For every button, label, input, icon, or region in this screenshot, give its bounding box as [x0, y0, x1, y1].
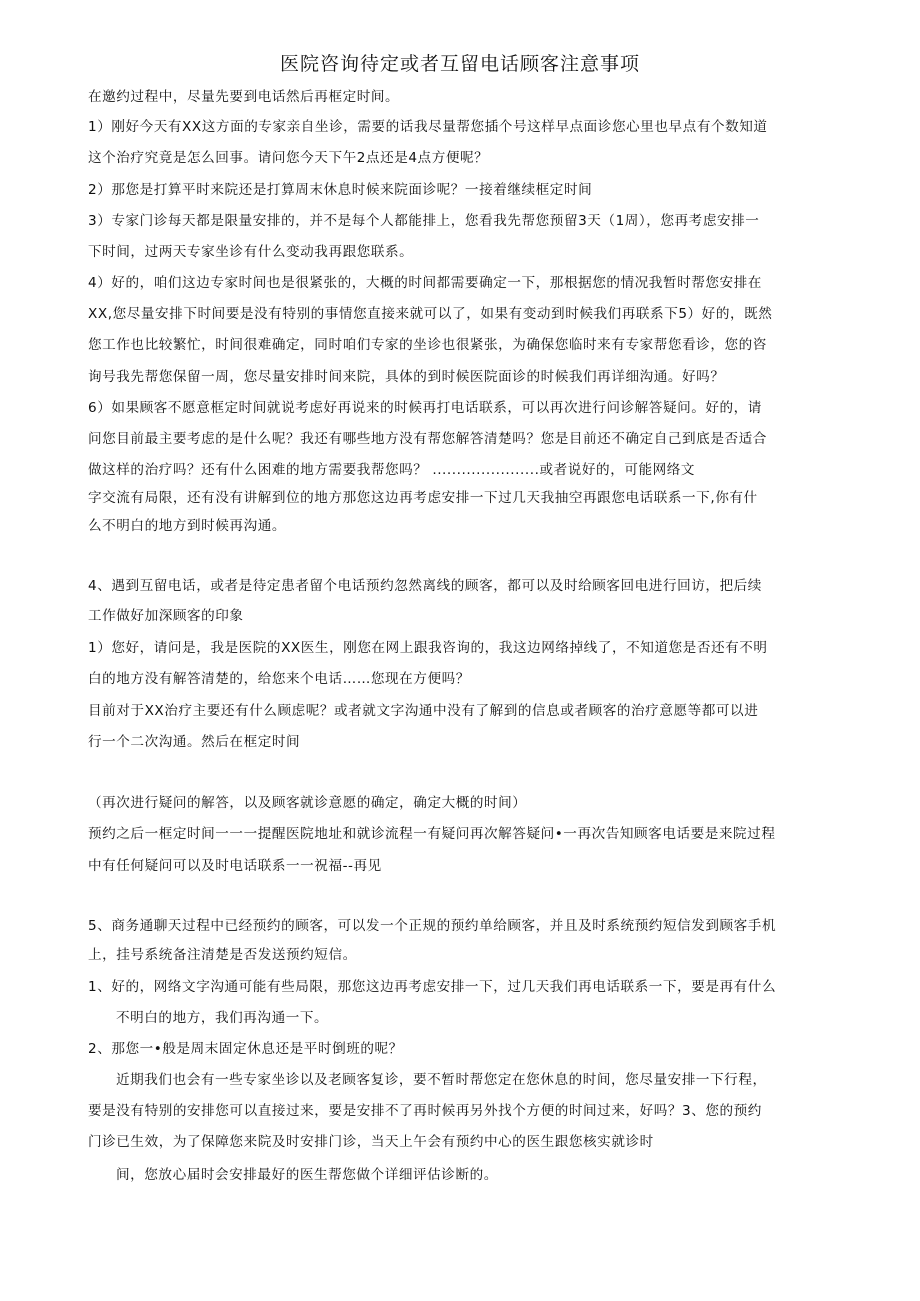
paragraph-line: 工作做好加深顾客的印象: [88, 608, 244, 624]
paragraph-line: 近期我们也会有一些专家坐诊以及老顾客复诊，要不暂时帮您定在您休息的时间，您尽量安排一下行程，: [116, 1072, 767, 1088]
paragraph-line: 字交流有局限，还有没有讲解到位的地方那您这边再考虑安排一下过几天我抽空再跟您电话联系一下,你有什: [88, 490, 758, 506]
paragraph-line: 4）好的，咱们这边专家时间也是很紧张的，大概的时间都需要确定一下，那根据您的情况我暂时帮您安排在: [88, 275, 762, 291]
paragraph-line: 行一个二次沟通。然后在框定时间: [88, 734, 301, 750]
paragraph-line: （再次进行疑问的解答，以及顾客就诊意愿的确定，确定大概的时间）: [88, 795, 527, 811]
paragraph-line: 不明白的地方，我们再沟通一下。: [116, 1010, 329, 1026]
paragraph-line: XX,您尽量安排下时间要是没有特别的事情您直接来就可以了，如果有变动到时候我们再联系下5）好的，既然: [88, 306, 773, 322]
section-heading: 4、遇到互留电话，或者是待定患者留个电话预约忽然离线的顾客，都可以及时给顾客回电进行回访，把后续: [88, 578, 762, 594]
paragraph-line: 么不明白的地方到时候再沟通。: [88, 518, 287, 534]
paragraph-line: 要是没有特别的安排您可以直接过来，要是安排不了再时候再另外找个方便的时间过来，好吗？3、您的预约: [88, 1103, 762, 1119]
list-item: 2、那您一•般是周末固定休息还是平时倒班的呢？: [88, 1041, 403, 1057]
paragraph-line: 3）专家门诊每天都是限量安排的，并不是每个人都能排上，您看我先帮您预留3天（1周），您再考虑安排一: [88, 213, 760, 229]
paragraph-line: 间，您放心届时会安排最好的医生帮您做个详细评估诊断的。: [116, 1167, 498, 1183]
paragraph-line: 2）那您是打算平时来院还是打算周末休息时候来院面诊呢？一接着继续框定时间: [88, 182, 593, 198]
paragraph-line: 1）您好，请问是，我是医院的XX医生，刚您在网上跟我咨询的，我这边网络掉线了，不知道您是否还有不明: [88, 640, 768, 656]
list-item: 1、好的，网络文字沟通可能有些局限，那您这边再考虑安排一下，过几天我们再电话联系一下，要是再有什么: [88, 979, 777, 995]
paragraph-line: 中有任何疑问可以及时电话联系一一祝福--再见: [88, 858, 382, 874]
paragraph-line: 在邀约过程中，尽量先要到电话然后再框定时间。: [88, 89, 400, 105]
paragraph-line: 您工作也比较繁忙，时间很难确定，同时咱们专家的坐诊也很紧张，为确保您临时来有专家帮您看诊，您的咨: [88, 337, 767, 353]
paragraph-line: 这个治疗究竟是怎么回事。请问您今天下午2点还是4点方便呢？: [88, 150, 489, 166]
paragraph-line: 预约之后一框定时间一一一提醒医院地址和就诊流程一有疑问再次解答疑问•一再次告知顾客电话要是来院过程: [88, 826, 776, 842]
paragraph-line: 白的地方没有解答清楚的，给您来个电话……您现在方便吗？: [88, 671, 470, 687]
paragraph-line: 上，挂号系统备注清楚是否发送预约短信。: [88, 947, 357, 963]
paragraph-line: 问您目前最主要考虑的是什么呢？我还有哪些地方没有帮您解答清楚吗？您是目前还不确定自己到底是否适合: [88, 431, 767, 447]
paragraph-line: 下时间，过两天专家坐诊有什么变动我再跟您联系。: [88, 244, 414, 260]
paragraph-line: 6）如果顾客不愿意框定时间就说考虑好再说来的时候再打电话联系，可以再次进行问诊解答疑问。好的，请: [88, 400, 762, 416]
paragraph-line: 1）刚好今天有XX这方面的专家亲自坐诊，需要的话我尽量帮您插个号这样早点面诊您心里也早点有个数知道: [88, 119, 768, 135]
section-heading: 5、商务通聊天过程中已经预约的顾客，可以发一个正规的预约单给顾客，并且及时系统预约短信发到顾客手机: [88, 918, 777, 934]
paragraph-line: 门诊已生效，为了保障您来院及时安排门诊，当天上午会有预约中心的医生跟您核实就诊时: [88, 1134, 654, 1150]
paragraph-line: 做这样的治疗吗？还有什么困难的地方需要我帮您吗？ ......................或者说好的，可能网络文: [88, 462, 696, 478]
paragraph-line: 询号我先帮您保留一周，您尽量安排时间来院，具体的到时候医院面诊的时候我们再详细沟通。好吗？: [88, 369, 725, 385]
paragraph-line: 目前对于XX治疗主要还有什么顾虑呢？或者就文字沟通中没有了解到的信息或者顾客的治疗意愿等都可以进: [88, 703, 759, 719]
document-title: 医院咨询待定或者互留电话顾客注意事项: [279, 53, 640, 75]
